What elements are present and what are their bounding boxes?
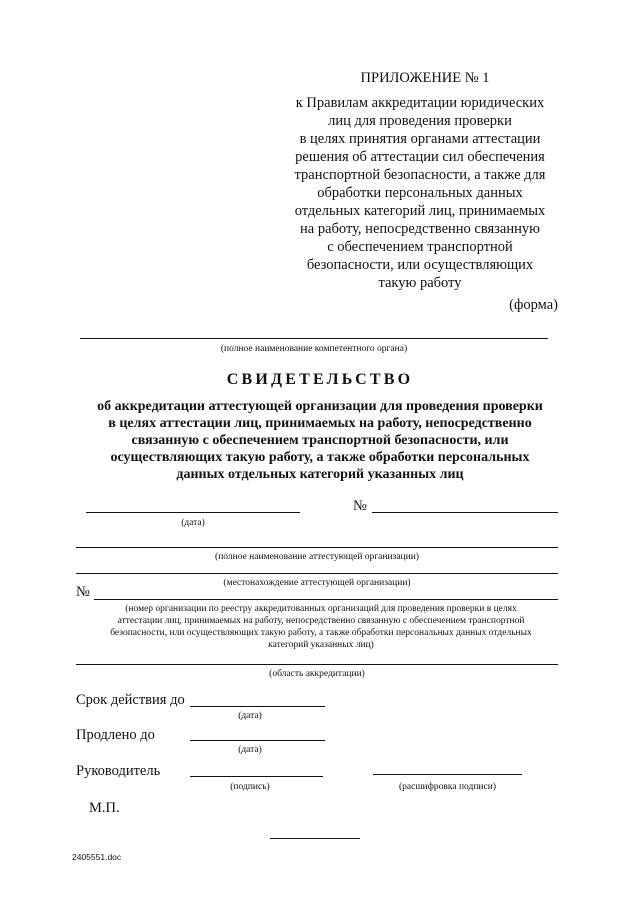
signature-decoding-caption: (расшифровка подписи) [399, 782, 496, 792]
bottom-divider [270, 838, 360, 839]
extended-label: Продлено до [76, 727, 155, 743]
authority-name-line [80, 338, 548, 339]
appendix-line: отдельных категорий лиц, принимаемых [294, 203, 546, 219]
subtitle-line: об аккредитации аттестующей организации для проведения проверки [97, 399, 543, 414]
extended-caption: (дата) [238, 745, 262, 755]
certificate-number-sign: № [353, 498, 367, 514]
appendix-line: в целях принятия органами аттестации [299, 131, 541, 147]
registry-caption-line: категорий указанных лиц) [268, 640, 374, 650]
date-field[interactable] [86, 512, 300, 513]
registry-number-field[interactable] [94, 599, 558, 600]
form-label: (форма) [509, 297, 558, 313]
org-name-caption: (полное наименование аттестующей организации) [215, 552, 419, 562]
subtitle-line: данных отдельных категорий указанных лиц [176, 467, 464, 482]
valid-until-field[interactable] [190, 706, 325, 707]
registry-caption-line: (номер организации по реестру аккредитованных организаций для проведения проверки в целях [125, 604, 517, 614]
appendix-line: к Правилам аккредитации юридических [295, 95, 545, 111]
valid-until-caption: (дата) [238, 711, 262, 721]
certificate-number-field[interactable] [372, 512, 558, 513]
head-label: Руководитель [76, 763, 161, 779]
appendix-line: лиц для проведения проверки [328, 113, 512, 129]
stamp-label: М.П. [89, 800, 120, 816]
appendix-line: решения об аттестации сил обеспечения [295, 149, 545, 165]
appendix-title: ПРИЛОЖЕНИЕ № 1 [360, 70, 490, 86]
signature-field[interactable] [190, 776, 323, 777]
org-name-field[interactable] [76, 547, 558, 548]
appendix-line: с обеспечением транспортной [327, 239, 513, 255]
subtitle-line: осуществляющих такую работу, а также обработки персональных [110, 450, 530, 465]
registry-caption [84, 603, 558, 651]
registry-caption-line: аттестации лиц, принимаемых на работу, непосредственно связанную с обеспечением транспортной [117, 616, 525, 626]
file-name: 2405551.doc [72, 852, 122, 862]
appendix-line: безопасности, или осуществляющих [306, 257, 534, 273]
date-caption: (дата) [181, 518, 205, 528]
appendix-text [285, 94, 555, 292]
scope-field[interactable] [76, 664, 558, 665]
document-subtitle [75, 398, 565, 483]
subtitle-line: связанную с обеспечением транспортной безопасности, или [131, 433, 509, 448]
signature-caption: (подпись) [230, 782, 270, 792]
authority-caption: (полное наименование компетентного органа) [220, 344, 408, 354]
document-title: СВИДЕТЕЛЬСТВО [226, 371, 414, 388]
appendix-line: такую работу [378, 275, 462, 291]
scope-caption: (область аккредитации) [269, 669, 365, 679]
org-location-field[interactable] [76, 573, 558, 574]
valid-until-label: Срок действия до [76, 692, 185, 708]
org-location-caption: (местонахождение аттестующей организации) [223, 578, 411, 588]
appendix-line: обработки персональных данных [317, 185, 523, 201]
extended-field[interactable] [190, 740, 325, 741]
registry-caption-line: безопасности, или осуществляющих такую работу, а также обработки персональных данных отдельных [110, 628, 532, 638]
appendix-line: на работу, непосредственно связанную [300, 221, 540, 237]
registry-number-sign: № [76, 584, 90, 600]
appendix-line: транспортной безопасности, а также для [294, 167, 546, 183]
subtitle-line: в целях аттестации лиц, принимаемых на работу, непосредственно [108, 416, 532, 431]
signature-decoding-field[interactable] [373, 774, 522, 775]
